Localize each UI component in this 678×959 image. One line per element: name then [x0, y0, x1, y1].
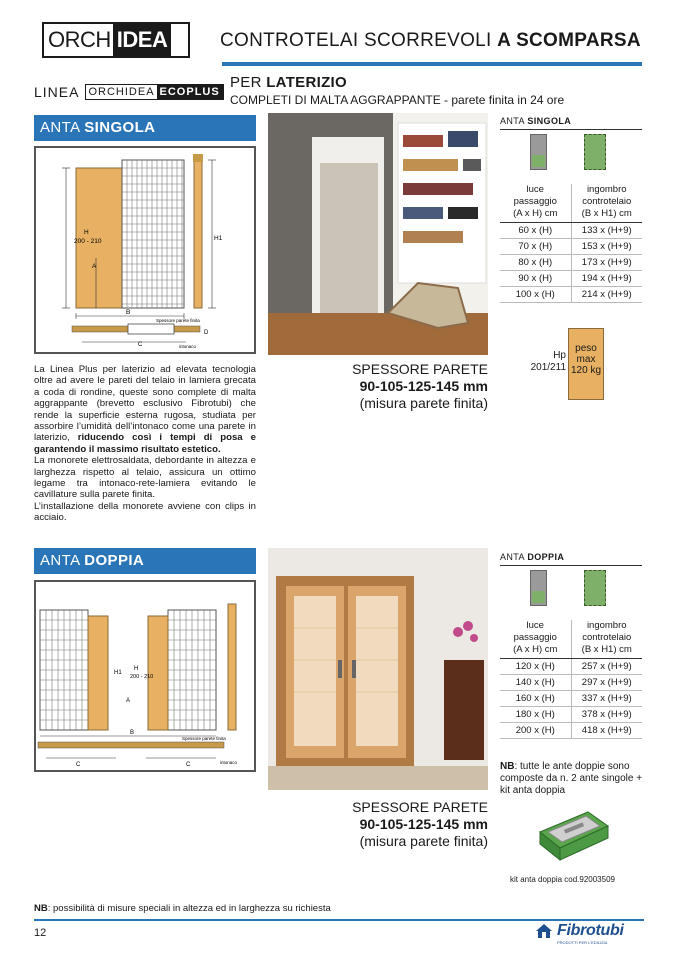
table-singola	[500, 184, 642, 303]
table-row: 120 x (H) 257 x (H+9)	[500, 659, 642, 675]
spessore-doppia	[300, 799, 488, 850]
bar-singola-bold: SINGOLA	[84, 119, 156, 136]
table-doppia-header	[500, 620, 642, 659]
per-laterizio	[230, 74, 347, 91]
table-label-singola	[500, 116, 571, 126]
peso-label: peso	[575, 343, 597, 354]
brand-part2: IDEA	[113, 24, 172, 56]
footer-nb-text: : possibilità di misure speciali in altezza ed in larghezza su richiesta	[47, 903, 331, 914]
description	[34, 364, 256, 524]
c-label-doppia-left: C	[76, 762, 81, 768]
description-p1-bold: riducendo così i tempi di posa e garantendo il massimo risultato estetico	[34, 432, 257, 455]
diagram-doppia-drawing	[36, 582, 254, 770]
peso-door	[568, 328, 604, 400]
side-profile-cap	[193, 154, 203, 162]
photo-doppia-drawing	[268, 548, 488, 790]
table-row: 70 x (H) 153 x (H+9)	[500, 239, 642, 255]
footer-nb	[34, 903, 331, 915]
orchidea-logo	[42, 22, 190, 58]
section-profile-doppia	[38, 742, 224, 748]
fibrotubi-sub: PRODOTTI PER L'EDILIZIA	[557, 940, 608, 945]
table-label-doppia	[500, 552, 564, 562]
ecoplus-logo-part1: ORCHIDEA	[88, 86, 155, 98]
spessore-singola-values: 90-105-125-145 mm	[359, 378, 488, 394]
icon-luce-singola-fill	[532, 155, 545, 167]
brand-part1: ORCH	[44, 24, 113, 56]
spessore-singola	[300, 361, 488, 412]
cabinet	[444, 660, 484, 760]
table-doppia-col1: luce passaggio (A x H) cm	[500, 620, 572, 658]
kit-caption: kit anta doppia cod.92003509	[510, 875, 615, 884]
nb-doppia-bold: NB	[500, 761, 515, 772]
door-left	[88, 616, 108, 730]
photo-singola-drawing	[268, 113, 488, 355]
spessore-singola-title: SPESSORE PARETE	[352, 361, 488, 377]
d-label: D	[204, 330, 209, 336]
a-label-doppia: A	[126, 698, 131, 704]
table-doppia	[500, 620, 642, 739]
icon-luce-doppia	[530, 570, 547, 606]
diagram-singola	[34, 146, 256, 354]
frame-mesh	[122, 160, 184, 308]
table-doppia-col2: ingombro controtelaio (B x H1) cm	[581, 620, 632, 655]
table-row: 140 x (H) 297 x (H+9)	[500, 675, 642, 691]
description-p3: L’installazione della monorete avviene con clips in acciaio.	[34, 500, 256, 524]
side-profile	[194, 160, 202, 308]
c-label: C	[138, 342, 143, 348]
diagram-singola-drawing	[36, 148, 254, 352]
table-label-rule	[500, 129, 642, 130]
handle-left	[338, 660, 342, 678]
table-row: 180 x (H) 378 x (H+9)	[500, 707, 642, 723]
h1-label: H1	[214, 235, 223, 242]
linea-line	[34, 84, 224, 100]
per-regular: PER	[230, 74, 267, 91]
table-singola-col1: luce passaggio (A x H) cm	[500, 184, 572, 222]
h-label-doppia: H	[134, 666, 139, 672]
floor-doppia	[268, 766, 488, 790]
spessore-doppia-values: 90-105-125-145 mm	[359, 816, 488, 832]
c-label-doppia-right: C	[186, 762, 191, 768]
intonaco-label: intonaco	[179, 344, 197, 349]
icon-luce-doppia-fill	[532, 591, 545, 603]
table-label-doppia-bold: DOPPIA	[527, 552, 565, 562]
description-p2: La monorete elettrosaldata, debordante in altezza e larghezza rispetto al telaio, assicura un ottimo legame tra intonaco-rete-lamiera evitando le cavillature sulla parete finita.	[34, 455, 256, 501]
table-row: 90 x (H) 194 x (H+9)	[500, 271, 642, 287]
title-rule	[222, 62, 642, 66]
table-label-rule-doppia	[500, 565, 642, 566]
table-singola-header	[500, 184, 642, 223]
bar-singola-regular: ANTA	[40, 119, 85, 136]
h-label: H	[84, 229, 89, 236]
spessore-label: Spessore parete finita	[156, 318, 200, 323]
footer-rule	[34, 919, 644, 921]
nb-doppia-text: : tutte le ante doppie sono composte da n. 2 ante singole + kit anta doppia	[500, 761, 643, 796]
table-row: 60 x (H) 133 x (H+9)	[500, 223, 642, 239]
description-p1-start: La Linea Plus per laterizio ad elevata tecnologia oltre ad avere le pareti del telaio in lamiera grecata a coda di rondine, queste sono complete di malta aggrappante (brevetto esclusivo Fibrotubi) che rende la superficie esterna rugosa, studiata per assorbire l’umidità dell’intonaco come una parete in laterizio,	[34, 364, 256, 444]
table-row: 200 x (H) 418 x (H+9)	[500, 723, 642, 739]
section-bar-doppia	[34, 548, 256, 574]
bar-doppia-regular: ANTA	[40, 552, 85, 569]
fibrotubi-logo	[535, 922, 624, 945]
ecoplus-logo-part2: ECOPLUS	[157, 85, 223, 99]
section-bar-singola	[34, 115, 256, 141]
page-number: 12	[34, 927, 47, 939]
fibrotubi-name: Fibrotubi	[557, 922, 624, 939]
page-title	[220, 30, 641, 52]
peso-max: max	[576, 354, 596, 365]
icon-ingombro-singola	[584, 134, 606, 170]
linea-label: LINEA	[34, 84, 80, 100]
table-singola-col2: ingombro controtelaio (B x H1) cm	[581, 184, 632, 219]
kit-image	[534, 806, 614, 866]
spessore-doppia-note: (misura parete finita)	[359, 833, 488, 849]
footer-nb-bold: NB	[34, 903, 48, 914]
spessore-doppia-title: SPESSORE PARETE	[352, 799, 488, 815]
ecoplus-logo	[85, 84, 223, 100]
hp-value: 201/211	[530, 362, 566, 373]
handle-right	[352, 660, 356, 678]
bar-doppia-bold: DOPPIA	[84, 552, 145, 569]
door-right	[148, 616, 168, 730]
spessore-singola-note: (misura parete finita)	[359, 395, 488, 411]
intonaco-label-doppia: intonaco	[220, 760, 238, 765]
table-row: 100 x (H) 214 x (H+9)	[500, 287, 642, 303]
table-row: 160 x (H) 337 x (H+9)	[500, 691, 642, 707]
table-row: 80 x (H) 173 x (H+9)	[500, 255, 642, 271]
table-label-singola-bold: SINGOLA	[527, 116, 572, 126]
diagram-doppia	[34, 580, 256, 772]
peso-value: 120 kg	[570, 365, 602, 376]
spessore-label-doppia: Spessore parete finita	[182, 736, 226, 741]
photo-doppia	[268, 548, 488, 790]
icon-ingombro-doppia	[584, 570, 606, 606]
section-cavity	[128, 324, 174, 334]
page-title-regular: CONTROTELAI SCORREVOLI	[220, 30, 498, 51]
icon-luce-singola	[530, 134, 547, 170]
b-label: B	[126, 309, 131, 316]
description-p1-end: .	[217, 443, 221, 455]
photo-singola	[268, 113, 488, 355]
b-label-doppia: B	[130, 730, 135, 736]
nb-doppia	[500, 761, 644, 797]
side-profile-doppia	[228, 604, 236, 730]
subtitle: COMPLETI DI MALTA AGGRAPPANTE - parete finita in 24 ore	[230, 93, 565, 107]
kit-image-drawing	[534, 806, 614, 866]
hp-label: Hp	[553, 350, 566, 361]
page-title-bold: A SCOMPARSA	[497, 30, 641, 51]
h-value: 200 - 210	[74, 238, 102, 245]
table-label-singola-regular: ANTA	[500, 116, 528, 126]
table-label-doppia-regular: ANTA	[500, 552, 528, 562]
hp-block	[528, 350, 566, 374]
per-bold: LATERIZIO	[266, 74, 347, 91]
h-value-doppia: 200 - 210	[130, 674, 154, 680]
house-icon	[535, 923, 553, 939]
h1-label-doppia: H1	[114, 670, 122, 676]
a-label: A	[92, 263, 97, 270]
